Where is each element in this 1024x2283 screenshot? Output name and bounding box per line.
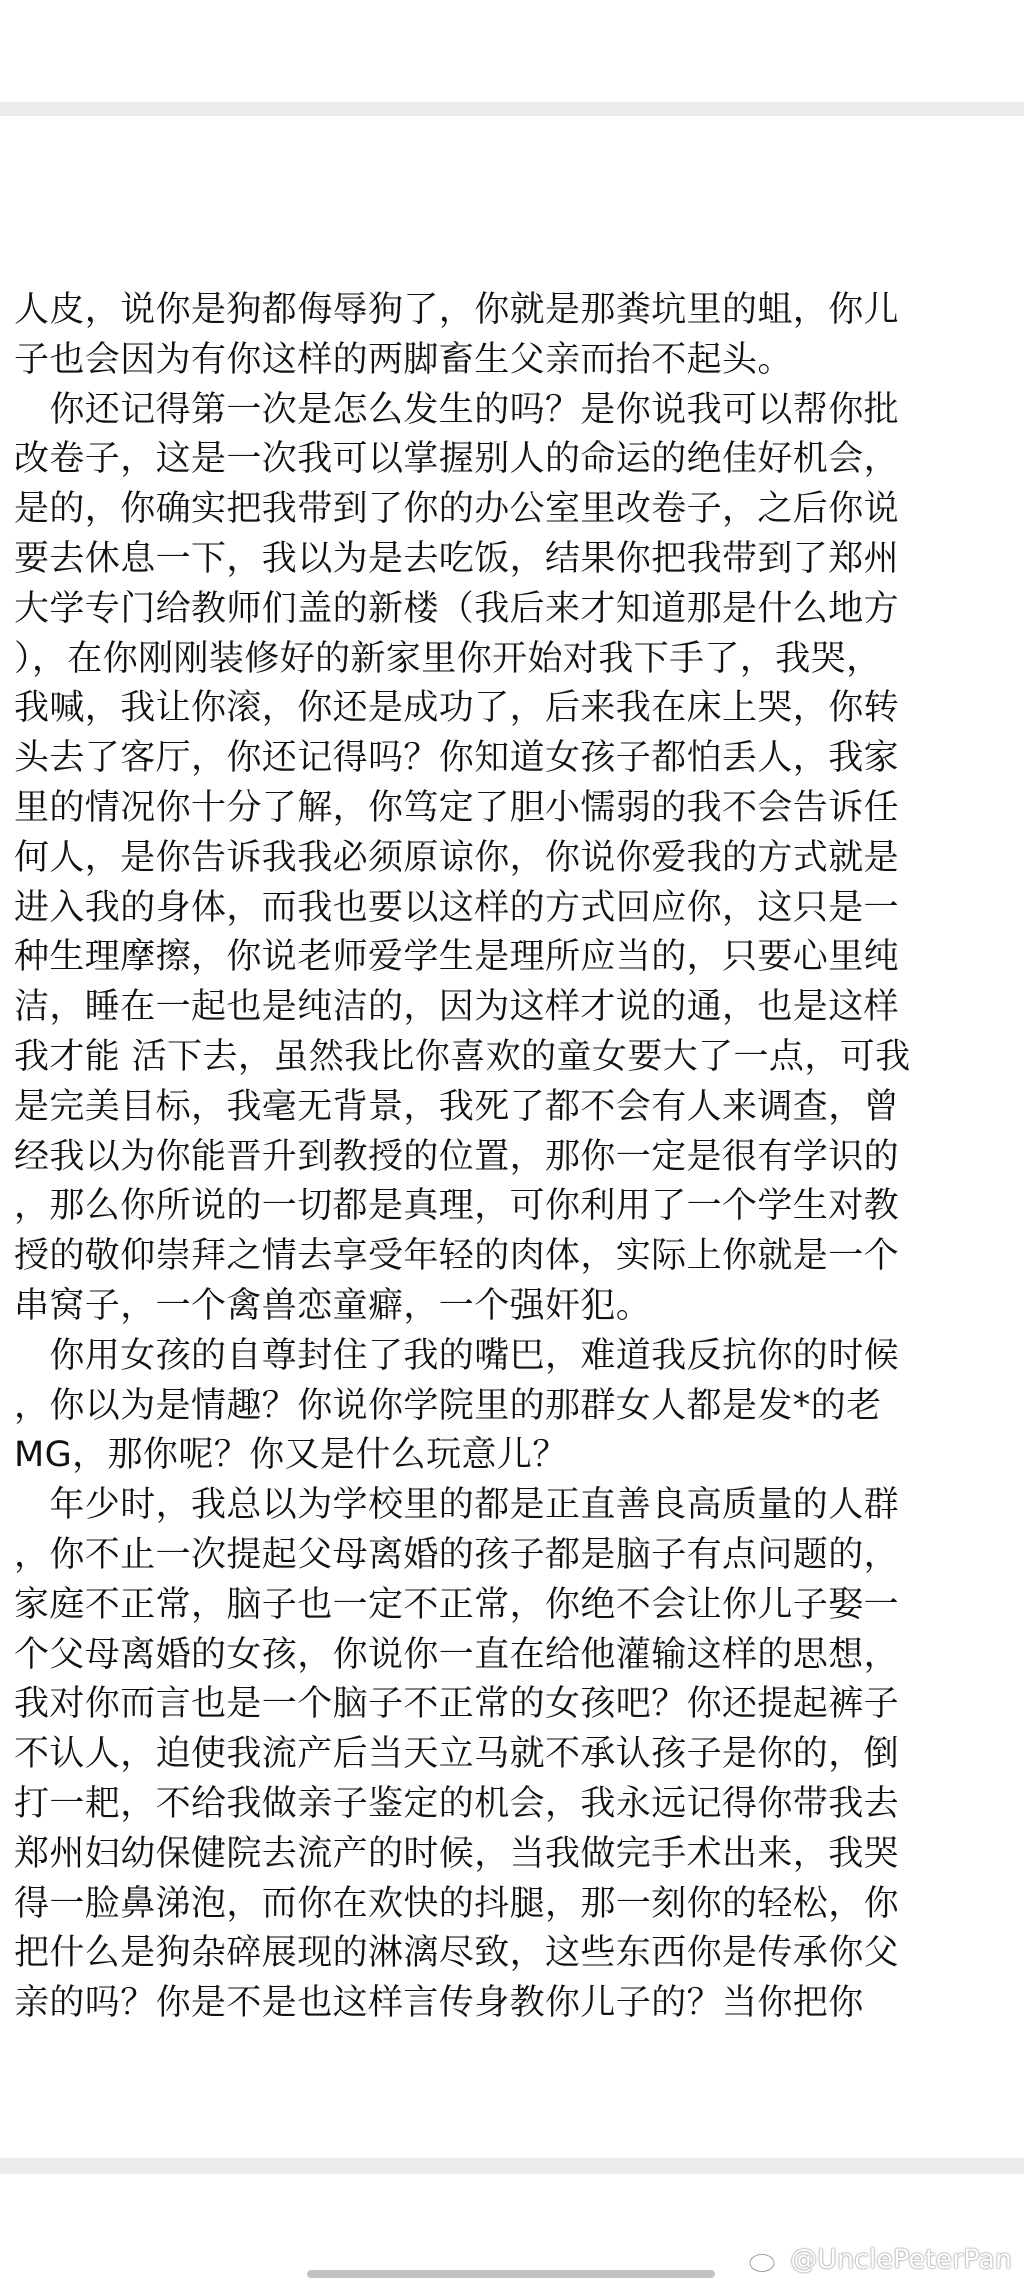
weibo-logo-icon (748, 2244, 782, 2274)
text-line: 子也会因为有你这样的两脚畜生父亲而抬不起头。 (14, 339, 793, 380)
watermark-handle: @UnclePeterPan (790, 2243, 1012, 2275)
home-indicator[interactable] (307, 2270, 715, 2278)
text-line: 要去休息一下，我以为是去吃饭，结果你把我带到了郑州 (14, 538, 900, 579)
text-line: 郑州妇幼保健院去流产的时候，当我做完手术出来，我哭 (14, 1833, 900, 1874)
text-line: MG，那你呢？你又是什么玩意儿？ (14, 1435, 568, 1476)
text-line: 种生理摩擦，你说老师爱学生是理所应当的，只要心里纯 (14, 937, 900, 978)
text-line: ），在你刚刚装修好的新家里你开始对我下手了，我哭， (14, 638, 882, 679)
text-line: 洁，睡在一起也是纯洁的，因为这样才说的通，也是这样 (14, 987, 900, 1028)
text-line: 进入我的身体，而我也要以这样的方式回应你，这只是一 (14, 887, 900, 928)
text-line: 何人，是你告诉我我必须原谅你，你说你爱我的方式就是 (14, 837, 900, 878)
text-line: 得一脸鼻涕泡，而你在欢快的抖腿，那一刻你的轻松，你 (14, 1883, 900, 1924)
text-line: 我才能 活下去，虽然我比你喜欢的童女要大了一点，可我 (14, 1036, 911, 1077)
text-line: 你还记得第一次是怎么发生的吗？是你说我可以帮你批 (14, 389, 900, 430)
top-separator-band (0, 102, 1024, 116)
text-line: 经我以为你能晋升到教授的位置，那你一定是很有学识的 (14, 1136, 900, 1177)
watermark (748, 2242, 1012, 2276)
text-line: 不认人，迫使我流产后当天立马就不承认孩子是你的，倒 (14, 1734, 900, 1775)
document-text (14, 286, 1014, 2029)
text-line: 年少时，我总以为学校里的都是正直善良高质量的人群 (14, 1485, 900, 1526)
text-line: ，你以为是情趣？你说你学院里的那群女人都是发*的老 (14, 1385, 882, 1426)
text-line: 你用女孩的自尊封住了我的嘴巴，难道我反抗你的时候 (14, 1335, 900, 1376)
text-line: 把什么是狗杂碎展现的淋漓尽致，这些东西你是传承你父 (14, 1933, 900, 1974)
text-line: 我喊，我让你滚，你还是成功了，后来我在床上哭，你转 (14, 688, 900, 729)
text-line: 打一耙，不给我做亲子鉴定的机会，我永远记得你带我去 (14, 1783, 900, 1824)
text-line: 授的敬仰崇拜之情去享受年轻的肉体，实际上你就是一个 (14, 1236, 900, 1277)
text-line: 里的情况你十分了解，你笃定了胆小懦弱的我不会告诉任 (14, 787, 900, 828)
text-line: 串窝子，一个禽兽恋童癖，一个强奸犯。 (14, 1285, 652, 1326)
text-line: 亲的吗？你是不是也这样言传身教你儿子的？当你把你 (14, 1983, 864, 2024)
text-line: 头去了客厅，你还记得吗？你知道女孩子都怕丢人，我家 (14, 738, 900, 779)
text-line: ，你不止一次提起父母离婚的孩子都是脑子有点问题的， (14, 1534, 900, 1575)
text-line: 改卷子，这是一次我可以掌握别人的命运的绝佳好机会， (14, 439, 900, 480)
text-line: 是完美目标，我毫无背景，我死了都不会有人来调查，曾 (14, 1086, 900, 1127)
text-line: 个父母离婚的女孩，你说你一直在给他灌输这样的思想， (14, 1634, 900, 1675)
bottom-separator-band (0, 2158, 1024, 2174)
text-line: 我对你而言也是一个脑子不正常的女孩吧？你还提起裤子 (14, 1684, 900, 1725)
text-line: 家庭不正常，脑子也一定不正常，你绝不会让你儿子娶一 (14, 1584, 900, 1625)
text-line: ，那么你所说的一切都是真理，可你利用了一个学生对教 (14, 1186, 900, 1227)
text-line: 人皮，说你是狗都侮辱狗了，你就是那粪坑里的蛆，你儿 (14, 290, 900, 330)
text-line: 大学专门给教师们盖的新楼（我后来才知道那是什么地方 (14, 588, 900, 629)
text-line: 是的，你确实把我带到了你的办公室里改卷子，之后你说 (14, 489, 900, 530)
